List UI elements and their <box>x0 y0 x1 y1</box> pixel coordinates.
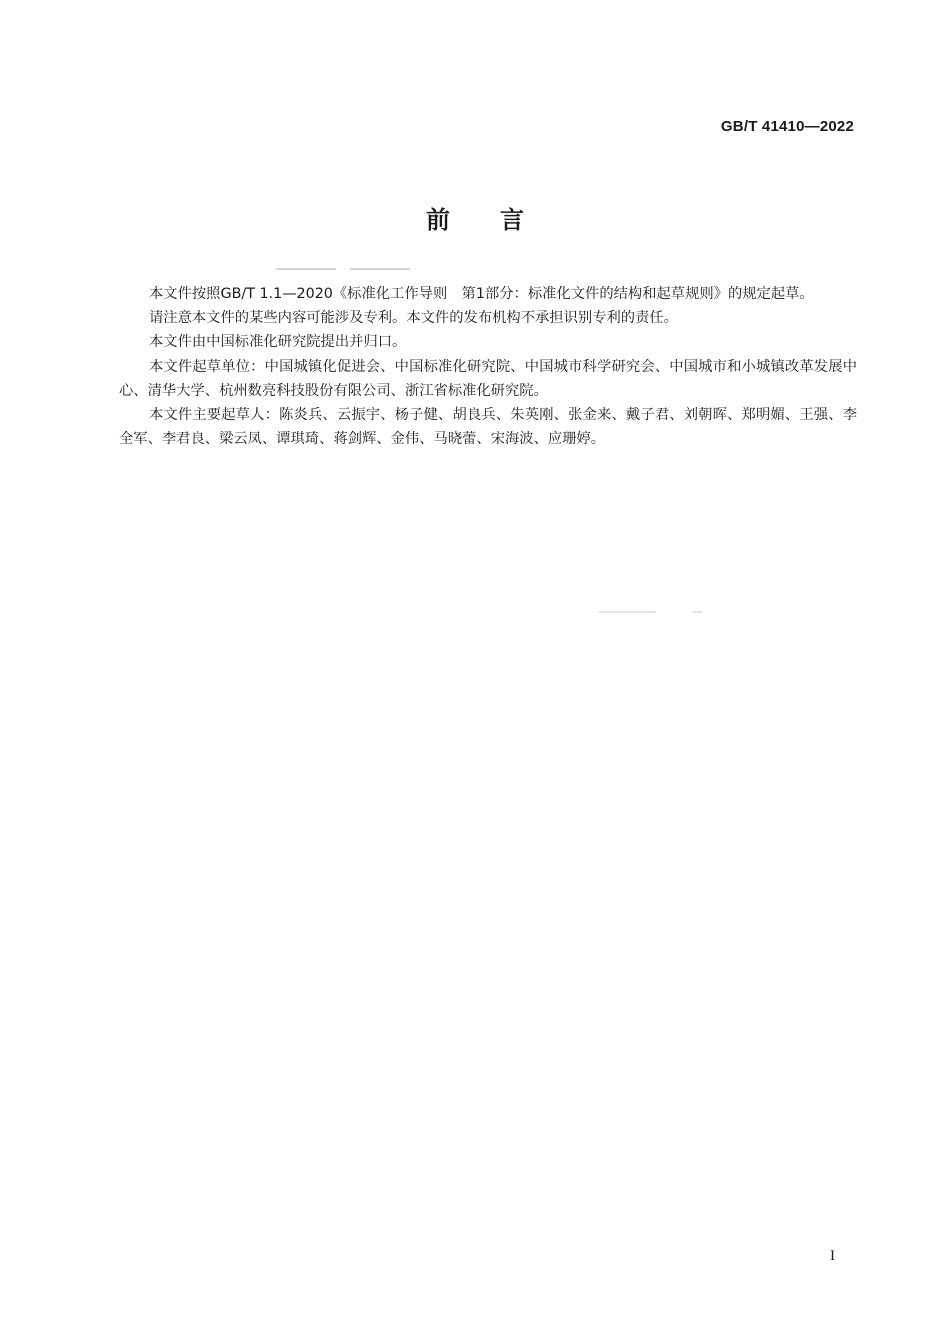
page-number: I <box>830 1248 835 1264</box>
paragraph-drafting-units: 本文件起草单位：中国城镇化促进会、中国标准化研究院、中国城市科学研究会、中国城市和小城镇改革发展中心、清华大学、杭州数亮科技股份有限公司、浙江省标准化研究院。 <box>119 358 857 399</box>
page-title: 前言 <box>426 206 574 234</box>
paragraph-proposer: 本文件由中国标准化研究院提出并归口。 <box>149 334 407 351</box>
scan-artifact <box>276 268 336 270</box>
paragraph-drafters: 本文件主要起草人：陈炎兵、云振宇、杨子健、胡良兵、朱英刚、张金来、戴子君、刘朝晖、郑明媚、王强、李全军、李君良、梁云凤、谭琪琦、蒋剑辉、金伟、马晓蕾、宋海波、应珊婷。 <box>119 407 857 448</box>
paragraph-drafting-basis: 本文件按照GB/T 1.1—2020《标准化工作导则 第1部分：标准化文件的结构和起草规则》的规定起草。 <box>149 286 814 302</box>
standard-code: GB/T 41410—2022 <box>720 118 854 135</box>
scan-artifact <box>350 268 410 270</box>
foreword-body <box>119 282 857 451</box>
paragraph-patent-notice: 请注意本文件的某些内容可能涉及专利。本文件的发布机构不承担识别专利的责任。 <box>149 310 678 327</box>
scan-artifact <box>598 611 656 613</box>
scan-artifact <box>692 611 702 613</box>
